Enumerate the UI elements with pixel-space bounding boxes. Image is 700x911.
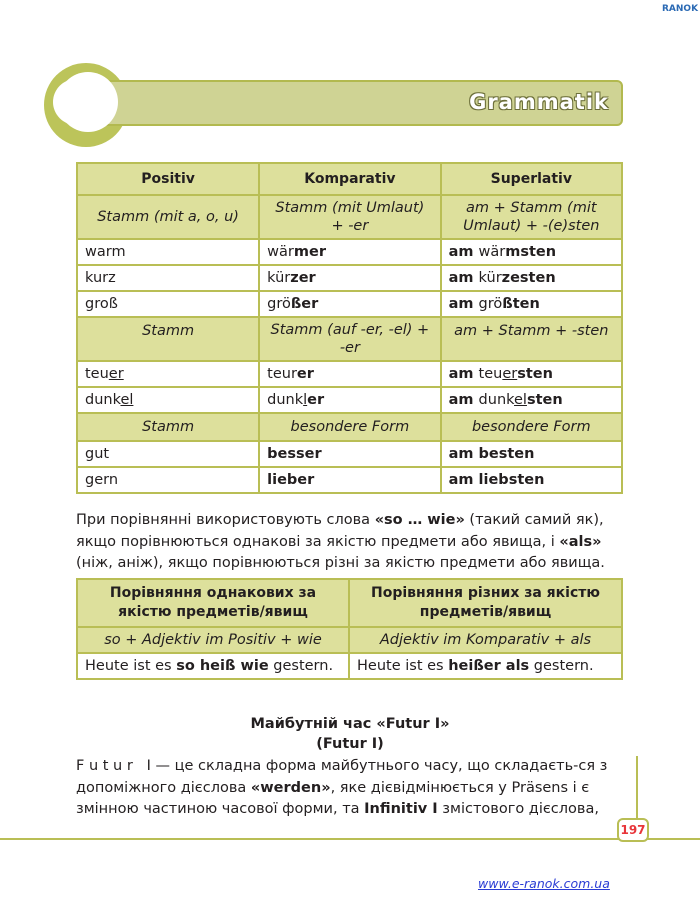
komparativ-cell: kürzer — [259, 265, 440, 291]
table-row — [77, 441, 622, 467]
table-row — [77, 265, 622, 291]
komparativ-cell: wärmer — [259, 239, 440, 265]
header-superlativ: Superlativ — [441, 163, 622, 195]
group-cell: Stamm (auf -er, -el) + -er — [259, 317, 440, 361]
header-positiv: Positiv — [77, 163, 259, 195]
group-row — [77, 413, 622, 441]
positiv-cell: gern — [77, 467, 259, 493]
header-unequal-comparison: Порівняння різних за якістю предметів/явищ — [349, 579, 622, 627]
group-cell: besondere Form — [441, 413, 622, 441]
positiv-cell: warm — [77, 239, 259, 265]
superlativ-cell: am wärmsten — [441, 239, 622, 265]
group-row — [77, 195, 622, 239]
table-header-row — [77, 579, 622, 627]
komparativ-cell: dunkler — [259, 387, 440, 413]
table-row — [77, 291, 622, 317]
table-row — [77, 239, 622, 265]
superlativ-cell: am teuersten — [441, 361, 622, 387]
superlativ-cell: am liebsten — [441, 467, 622, 493]
group-cell: am + Stamm (mit Umlaut) + -(e)sten — [441, 195, 622, 239]
futur-explanation: F u t u r I — це складна форма майбутнього часу, що складаєть-ся з допоміжного дієслова «werden», яке дієвідмінюється у Präsens і є змінною частиною часової форми, та Infinitiv I змістового дієслова, — [76, 758, 608, 817]
komparativ-cell: teurer — [259, 361, 440, 387]
positiv-cell: groß — [77, 291, 259, 317]
comparison-explanation: При порівнянні використовують слова «so … wie» (такий самий як), якщо порівнюються однакові за якістю предмети або явища, і «als» (ніж, аніж), якщо порівнюються різні за якістю предмети або явища. — [76, 512, 605, 571]
group-row — [77, 317, 622, 361]
komparativ-cell: lieber — [259, 467, 440, 493]
section-subheading: (Futur I) — [316, 736, 384, 752]
banner-title: Grammatik — [469, 90, 609, 114]
table-header-row — [77, 163, 622, 195]
comparison-forms-table — [76, 578, 623, 680]
formula-cell: so + Adjektiv im Positiv + wie — [77, 627, 349, 653]
footer-link[interactable]: www.e-ranok.com.ua — [478, 876, 610, 891]
formula-row — [77, 627, 622, 653]
superlativ-cell: am besten — [441, 441, 622, 467]
header-komparativ: Komparativ — [259, 163, 440, 195]
decorative-rule-horizontal — [0, 838, 700, 840]
positiv-cell: gut — [77, 441, 259, 467]
superlativ-cell: am kürzesten — [441, 265, 622, 291]
example-row — [77, 653, 622, 679]
group-cell: Stamm (mit a, o, u) — [77, 195, 259, 239]
komparativ-cell: besser — [259, 441, 440, 467]
group-cell: Stamm — [77, 317, 259, 361]
section-banner — [75, 80, 623, 126]
positiv-cell: kurz — [77, 265, 259, 291]
example-cell: Heute ist es so heiß wie gestern. — [77, 653, 349, 679]
group-cell: besondere Form — [259, 413, 440, 441]
comparison-degrees-table — [76, 162, 623, 494]
formula-cell: Adjektiv im Komparativ + als — [349, 627, 622, 653]
header-equal-comparison: Порівняння однакових за якістю предметів/явищ — [77, 579, 349, 627]
komparativ-cell: größer — [259, 291, 440, 317]
group-cell: Stamm — [77, 413, 259, 441]
group-cell: am + Stamm + -sten — [441, 317, 622, 361]
superlativ-cell: am dunkelsten — [441, 387, 622, 413]
group-cell: Stamm (mit Umlaut) + -er — [259, 195, 440, 239]
decorative-circle-cutout — [53, 79, 99, 125]
publisher-logo: RANOK — [662, 4, 699, 14]
page-number: 197 — [617, 818, 649, 842]
positiv-cell: dunkel — [77, 387, 259, 413]
positiv-cell: teuer — [77, 361, 259, 387]
decorative-rule-vertical — [636, 756, 638, 820]
table-row — [77, 361, 622, 387]
table-row — [77, 467, 622, 493]
section-heading: Майбутній час «Futur I» — [250, 716, 450, 732]
superlativ-cell: am größten — [441, 291, 622, 317]
example-cell: Heute ist es heißer als gestern. — [349, 653, 622, 679]
table-row — [77, 387, 622, 413]
